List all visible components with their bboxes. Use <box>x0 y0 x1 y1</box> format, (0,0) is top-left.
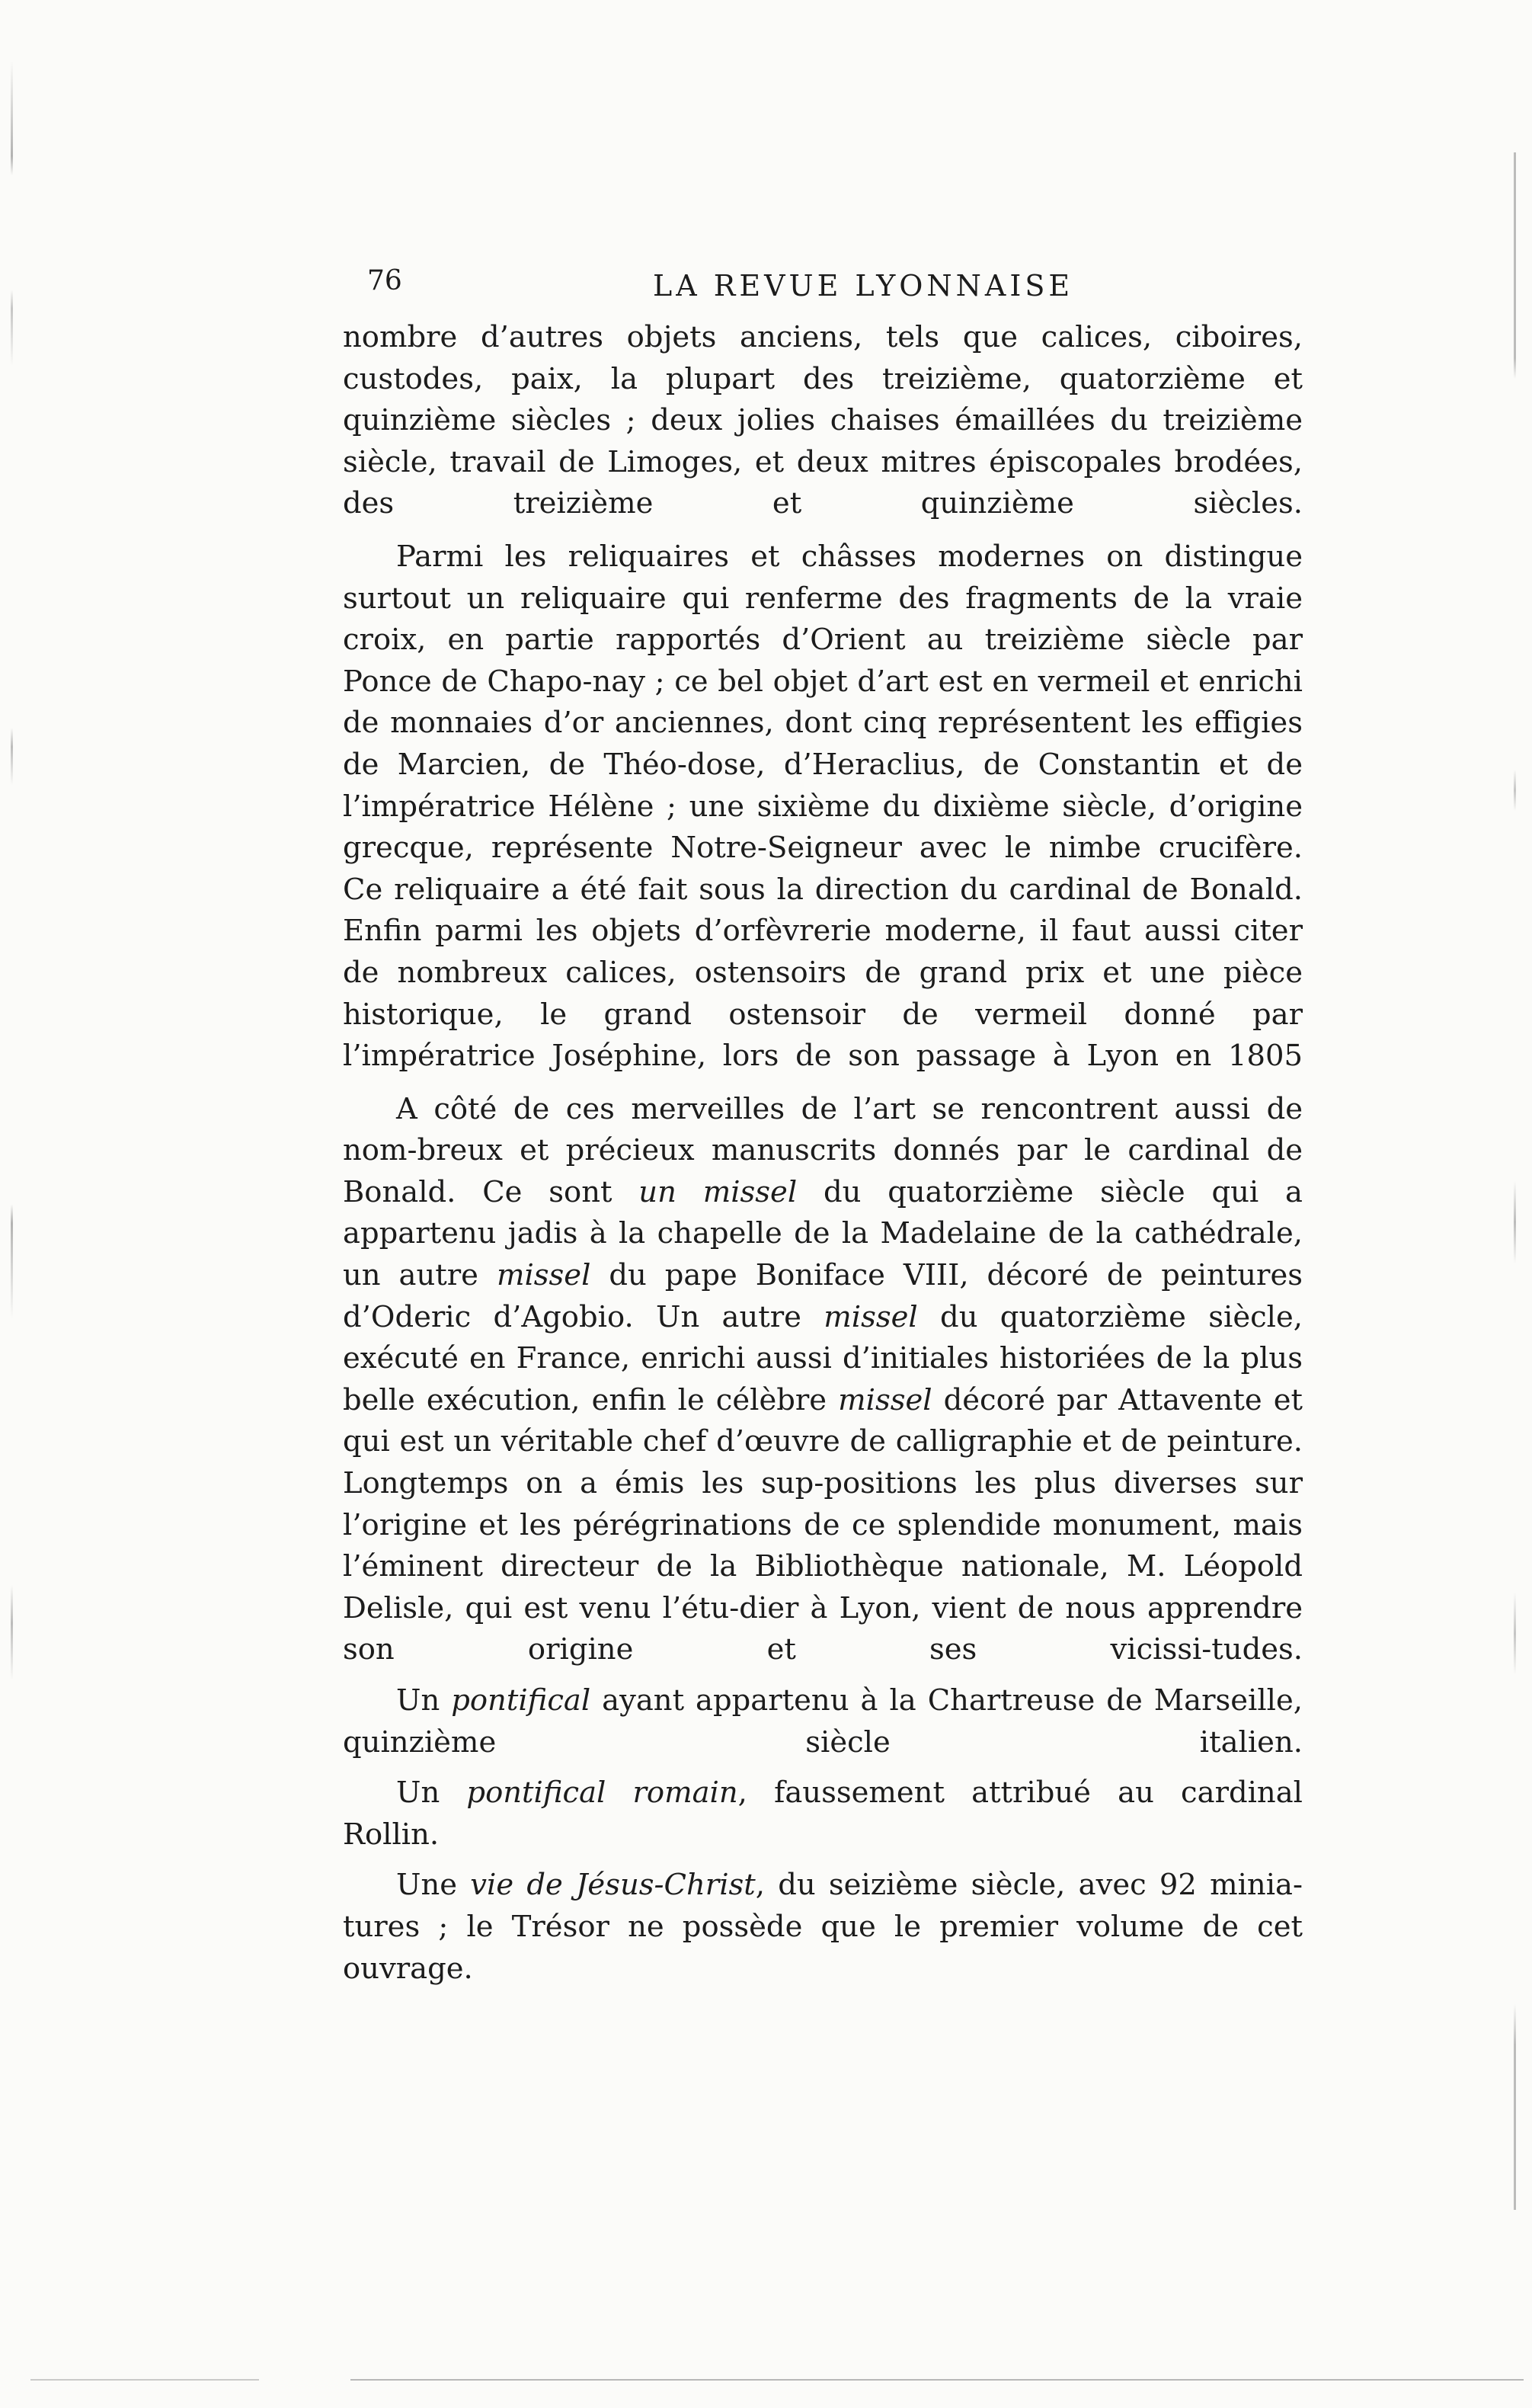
text-line: tudes. <box>1211 1632 1303 1667</box>
running-title: LA REVUE LYONNAISE <box>653 269 1074 303</box>
italic-title: pontifical romain <box>466 1776 738 1811</box>
italic-title: vie de Jésus-Christ <box>470 1868 756 1903</box>
text-line: chapelle de la Madelaine de la cathédrale, un autre <box>343 1216 1303 1293</box>
scan-edge-right <box>1514 152 1516 2210</box>
text-line: décoré par Attavente et qui est un véritable chef d’œuvre <box>343 1382 1303 1459</box>
text-line: paix, la plupart des treizième, quatorzième et quinzième siècles ; <box>343 361 1303 438</box>
text-line: nombre d’autres objets anciens, tels que calices, ciboires, custodes, <box>343 320 1303 396</box>
italic-title: missel <box>496 1258 591 1293</box>
italic-title: missel <box>838 1382 932 1417</box>
text-line: sixième du dixième siècle, d’origine grecque, représente Notre- <box>343 789 1303 866</box>
text-line: nay ; ce bel objet d’art est en vermeil et enrichi de monnaies d’or <box>343 664 1303 741</box>
paragraph <box>343 1680 1303 1763</box>
text-line: Seigneur avec le nimbe crucifère. Ce reliquaire a été fait sous la <box>343 831 1303 907</box>
text-line: deux jolies chaises émaillées du treizième siècle, travail de Limoges, <box>343 403 1303 479</box>
text-line: quinzième siècle italien. <box>343 1724 1303 1760</box>
paragraph <box>343 536 1303 1078</box>
text-line: un reliquaire qui renferme des fragments de la vraie croix, en <box>343 581 1303 658</box>
scan-edge-bottom-left <box>30 2379 259 2381</box>
text-line: anciennes, dont cinq représentent les effigies de Marcien, de Théo- <box>343 706 1303 782</box>
text-line: sont <box>549 1174 639 1209</box>
text-line: dose, d’Heraclius, de Constantin et de l’impératrice Hélène ; une <box>343 747 1303 824</box>
text-line: grand prix et une pièce historique, le grand ostensoir de vermeil <box>343 955 1303 1032</box>
text-line: en 1805 <box>1175 1039 1303 1074</box>
italic-title: missel <box>824 1299 918 1334</box>
text-line: dier à Lyon, vient de nous apprendre son origine et ses vicissi- <box>343 1590 1303 1667</box>
paragraph <box>343 1865 1303 1990</box>
text-line: d’initiales historiées de la plus belle exécution, enfin le célèbre <box>343 1341 1303 1417</box>
page-number: 76 <box>367 265 402 296</box>
text-line: tures ; le Trésor ne possède que le premier volume de cet ouvrage. <box>343 1909 1303 1986</box>
text-line: du quatorzième siècle qui a appartenu jadis à la <box>343 1174 1303 1251</box>
italic-title: un missel <box>638 1174 798 1209</box>
text-line: de ce splendide monument, mais l’éminent directeur de la <box>343 1507 1303 1584</box>
running-head <box>367 263 1312 309</box>
text-line: breux et précieux manuscrits donnés par le cardinal de Bonald. Ce <box>343 1133 1303 1209</box>
text-line: moderne, il faut aussi citer de nombreux calices, ostensoirs de <box>343 914 1303 990</box>
text-line: du pape <box>590 1258 737 1293</box>
paragraph <box>343 1089 1303 1671</box>
italic-title: pontifical <box>451 1683 591 1718</box>
text-line: partie rapportés d’Orient au treizième siècle par Ponce de Chapo- <box>343 623 1303 699</box>
text-line: Parmi les reliquaires et châsses modernes on distingue surtout <box>343 539 1303 616</box>
text-line: ayant appartenu à la Chartreuse de Marseille, <box>590 1683 1303 1718</box>
text-line: positions les plus diverses sur l’origine et les pérégrinations <box>343 1466 1303 1542</box>
text-line: , du seizième siècle, avec 92 minia- <box>755 1868 1303 1903</box>
text-line: , faussement attribué au cardinal Rollin. <box>343 1776 1303 1852</box>
text-line: direction du cardinal de Bonald. Enfin parmi les objets d’orfèvrerie <box>343 872 1303 949</box>
text-line: de calligraphie et de peinture. Longtemps on a émis les sup- <box>343 1424 1303 1501</box>
text-line: Bibliothèque nationale, M. Léopold Delisle, qui est venu l’étu- <box>343 1549 1303 1625</box>
text-line: Boniface VIII, décoré de peintures d’Oderic d’Agobio. Un autre <box>343 1258 1303 1334</box>
text-line: du quatorzième siècle, exécuté en France, enrichi aussi <box>343 1299 1303 1376</box>
text-line: A côté de ces merveilles de l’art se rencontrent aussi de nom- <box>343 1091 1303 1168</box>
paragraph <box>343 317 1303 525</box>
text-line: siècles. <box>1193 486 1303 521</box>
text-line: Un <box>396 1683 452 1718</box>
text-line: donné par l’impératrice Joséphine, lors de son passage à Lyon <box>343 997 1303 1074</box>
body-text <box>343 317 1303 1990</box>
scan-edge-left <box>11 61 13 1966</box>
text-line: Un <box>396 1776 467 1811</box>
text-line: et deux mitres épiscopales brodées, des treizième et quinzième <box>343 444 1303 521</box>
text-line: Une <box>396 1868 471 1903</box>
paragraph <box>343 1772 1303 1856</box>
scan-edge-bottom <box>350 2379 1524 2381</box>
